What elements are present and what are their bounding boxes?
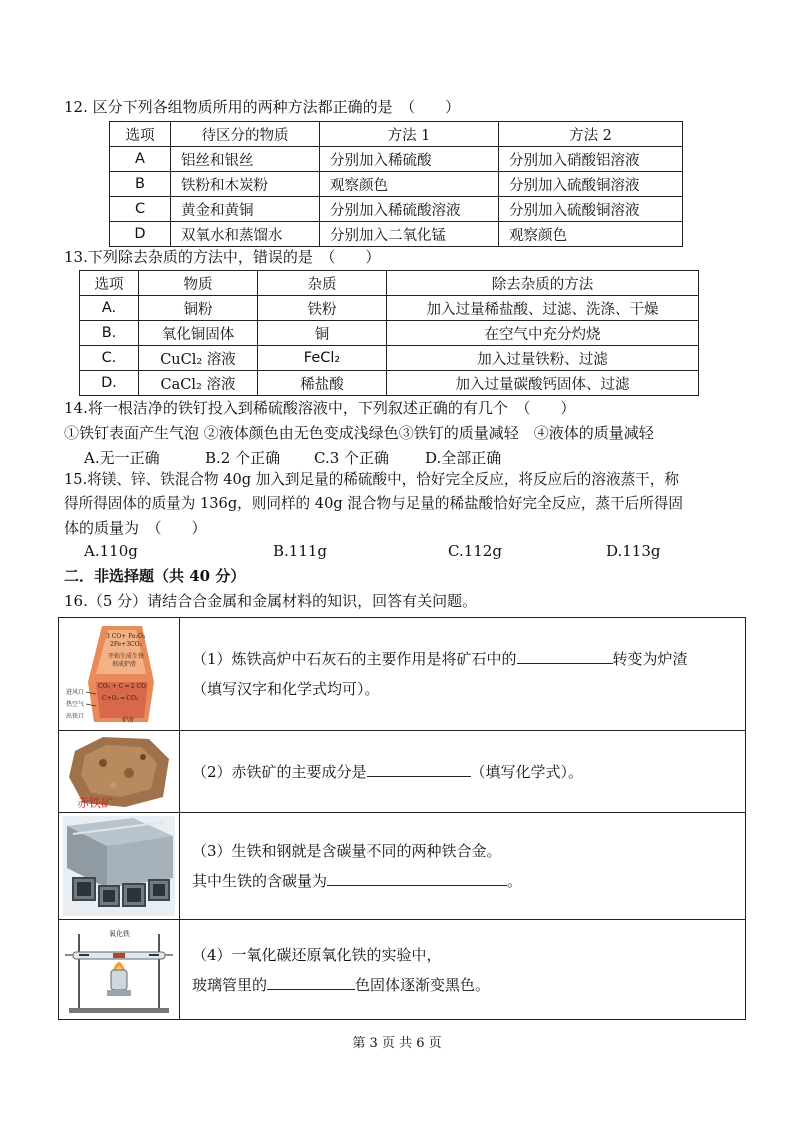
option-cell: D xyxy=(110,222,171,247)
table-cell: 铜粉 xyxy=(139,296,258,321)
table-cell: 黄金和黄铜 xyxy=(171,197,320,222)
q15-line-3: 体的质量为 （ ） xyxy=(64,519,207,537)
table-cell: 双氧水和蒸馏水 xyxy=(171,222,320,247)
table-cell: 分别加入硝酸铝溶液 xyxy=(499,147,683,172)
option-cell: C. xyxy=(80,346,139,371)
image-cell xyxy=(59,920,180,1020)
q13-stem: 13.下列除去杂质的方法中，错误的是 （ ） xyxy=(64,248,381,266)
q16-part-3 xyxy=(180,813,746,920)
table-cell: 分别加入硫酸铜溶液 xyxy=(499,197,683,222)
option-cell: D. xyxy=(80,371,139,396)
furnace-label: CO₂ + C ═ 2 CO xyxy=(98,683,147,690)
hematite-image xyxy=(63,733,175,811)
table-header-cell: 选项 xyxy=(110,122,171,147)
furnace-label: 形成炉渣 xyxy=(112,661,137,668)
q16-part-4-before: 玻璃管里的 xyxy=(192,975,268,994)
furnace-label: 开始生成生铁 xyxy=(108,653,145,660)
furnace-label: 炉渣 xyxy=(122,717,135,724)
table-cell: 氧化铜固体 xyxy=(139,321,258,346)
q12-table xyxy=(109,121,683,247)
table-row xyxy=(110,197,683,222)
table-header-cell: 物质 xyxy=(139,271,258,296)
q16-part-1 xyxy=(180,618,746,731)
table-cell: 铁粉 xyxy=(258,296,387,321)
table-row xyxy=(80,346,699,371)
table-cell: 加入过量碳酸钙固体、过滤 xyxy=(387,371,699,396)
table-cell: 稀盐酸 xyxy=(258,371,387,396)
answer-blank[interactable] xyxy=(327,871,507,886)
q16-part-3-after: 。 xyxy=(507,872,523,890)
q14-statements: ①铁钉表面产生气泡 ②液体颜色由无色变成浅绿色③铁钉的质量减轻 ④液体的质量减轻 xyxy=(64,424,654,442)
table-cell: 观察颜色 xyxy=(499,222,683,247)
table-cell: 加入过量稀盐酸、过滤、洗涤、干燥 xyxy=(387,296,699,321)
table-cell: CaCl₂ 溶液 xyxy=(139,371,258,396)
table-cell: 分别加入二氧化锰 xyxy=(320,222,499,247)
q14-option-a: A.无一正确 xyxy=(84,449,160,467)
co-reduction-apparatus-image xyxy=(63,924,175,1016)
table-header-cell: 除去杂质的方法 xyxy=(387,271,699,296)
table-row xyxy=(59,813,746,920)
hematite-label: 赤铁矿 xyxy=(77,795,114,810)
q14-option-c: C.3 个正确 xyxy=(314,449,390,467)
image-cell xyxy=(59,731,180,813)
q13-table xyxy=(79,270,699,396)
table-cell: 在空气中充分灼烧 xyxy=(387,321,699,346)
q16-part-4 xyxy=(180,920,746,1020)
q16-part-4-after: 色固体逐渐变黑色。 xyxy=(355,975,491,994)
table-row xyxy=(80,371,699,396)
table-row xyxy=(110,172,683,197)
furnace-label: 热空气 xyxy=(66,701,85,708)
q15-option-d: D.113g xyxy=(606,542,661,560)
table-cell: 分别加入稀硫酸 xyxy=(320,147,499,172)
image-cell xyxy=(59,618,180,731)
q16-part-1-after: 转变为炉渣 xyxy=(612,650,688,668)
furnace-label: 出铁口 xyxy=(66,713,85,720)
answer-blank[interactable] xyxy=(267,975,355,990)
q15-option-c: C.112g xyxy=(448,542,502,560)
q14-option-b: B.2 个正确 xyxy=(205,449,281,467)
table-cell: 铝丝和银丝 xyxy=(171,147,320,172)
option-cell: B xyxy=(110,172,171,197)
furnace-label: C+O₂ ═ CO₂ xyxy=(102,695,139,702)
table-cell: 分别加入稀硫酸溶液 xyxy=(320,197,499,222)
table-cell: 观察颜色 xyxy=(320,172,499,197)
blast-furnace-image xyxy=(64,622,174,726)
q14-option-d: D.全部正确 xyxy=(425,449,502,467)
q15-option-a: A.110g xyxy=(84,542,138,560)
q16-part-3-before: 其中生铁的含碳量为 xyxy=(192,872,328,890)
q16-stem: 16.（5 分）请结合合金属和金属材料的知识，回答有关问题。 xyxy=(64,592,478,610)
image-cell xyxy=(59,813,180,920)
option-cell: C xyxy=(110,197,171,222)
table-header-cell: 选项 xyxy=(80,271,139,296)
q16-part-2-before: （2）赤铁矿的主要成分是 xyxy=(192,762,367,781)
table-row xyxy=(59,731,746,813)
q16-part-1-before: （1）炼铁高炉中石灰石的主要作用是将矿石中的 xyxy=(192,650,517,668)
q16-part-4-line1: （4）一氧化碳还原氧化铁的实验中， xyxy=(192,945,442,964)
table-cell: CuCl₂ 溶液 xyxy=(139,346,258,371)
furnace-label: 进风口 xyxy=(66,689,85,696)
q16-part-3-line1: （3）生铁和钢就是含碳量不同的两种铁合金。 xyxy=(192,842,502,860)
table-cell: 铜 xyxy=(258,321,387,346)
q12-stem: 12. 区分下列各组物质所用的两种方法都正确的是 （ ） xyxy=(64,98,461,116)
q15-option-b: B.111g xyxy=(273,542,328,560)
option-cell: A xyxy=(110,147,171,172)
table-cell: 铁粉和木炭粉 xyxy=(171,172,320,197)
table-cell: FeCl₂ xyxy=(258,346,387,371)
table-row xyxy=(59,618,746,731)
furnace-label: 3 CO+ Fe₂O₃ xyxy=(106,633,146,640)
table-header-cell: 方法 1 xyxy=(320,122,499,147)
table-cell: 加入过量铁粉、过滤 xyxy=(387,346,699,371)
q15-line-2: 得所得固体的质量为 136g，则同样的 40g 混合物与足量的稀盐酸恰好完全反应，蒸干后所得固 xyxy=(64,495,683,512)
apparatus-label: 氧化铁 xyxy=(109,929,130,938)
answer-blank[interactable] xyxy=(517,649,613,664)
table-header-cell: 杂质 xyxy=(258,271,387,296)
q16-part-2-after: （填写化学式）。 xyxy=(470,762,584,781)
table-header-cell: 待区分的物质 xyxy=(171,122,320,147)
furnace-label: 2Fe+3CO₂ xyxy=(110,641,142,648)
table-header-row xyxy=(80,271,699,296)
table-row xyxy=(80,321,699,346)
table-cell: 分别加入硫酸铜溶液 xyxy=(499,172,683,197)
page-number: 第 3 页 共 6 页 xyxy=(352,1036,442,1051)
q16-part-1-line2: （填写汉字和化学式均可）。 xyxy=(192,680,380,698)
table-row xyxy=(110,222,683,247)
table-row xyxy=(59,920,746,1020)
table-header-row xyxy=(110,122,683,147)
q16-table xyxy=(58,617,746,1020)
section-title: 二．非选择题（共 40 分） xyxy=(64,567,246,585)
table-row xyxy=(80,296,699,321)
answer-blank[interactable] xyxy=(367,762,471,777)
q15-line-1: 15.将镁、锌、铁混合物 40g 加入到足量的稀硫酸中，恰好完全反应，将反应后的溶液蒸干，称 xyxy=(64,471,679,488)
table-row xyxy=(110,147,683,172)
q16-part-2 xyxy=(180,731,746,813)
option-cell: B. xyxy=(80,321,139,346)
option-cell: A. xyxy=(80,296,139,321)
steel-pipes-image xyxy=(63,816,175,916)
table-header-cell: 方法 2 xyxy=(499,122,683,147)
q14-stem: 14.将一根洁净的铁钉投入到稀硫酸溶液中，下列叙述正确的有几个 （ ） xyxy=(64,399,576,417)
